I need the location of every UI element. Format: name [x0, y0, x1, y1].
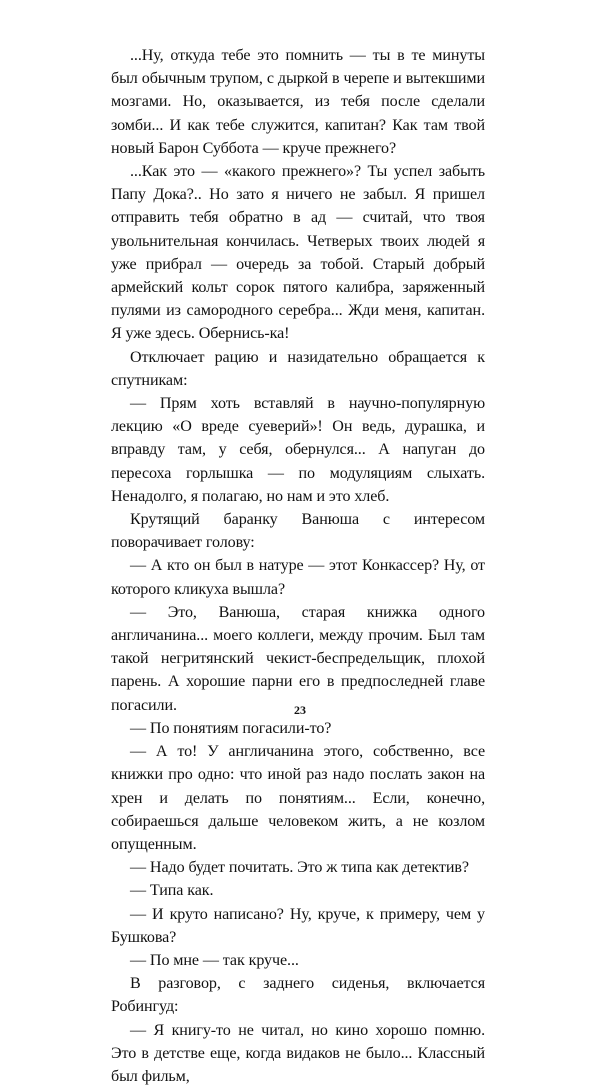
paragraph: — По мне — так круче...	[130, 951, 299, 969]
paragraph: — Прям хоть вставляй в научно-популярную лекцию «О вреде суеверий»! Он ведь, дурашка, и вправду там, у себя, обернулся... А напуган до пересоха горлышка — по модуляциям слыхать. Ненадолго, я полагаю, но нам и это хлеб.	[111, 395, 485, 505]
paragraph: — Типа как.	[130, 882, 214, 900]
paragraph: ...Как это — «какого прежнего»? Ты успел забыть Папу Дока?.. Но зато я ничего не забыл. Я пришел отправить тебя обратно в ад — считай, что твоя увольнительная кончилась. Четверых твоих людей я уже прибрал — очередь за тобой. Старый добрый армейский кольт сорок пятого калибра, заряженный пулями из самородного серебра... Жди меня, капитан. Я уже здесь. Обернись-ка!	[111, 163, 485, 343]
paragraph: — Я книгу-то не читал, но кино хорошо помню. Это в детстве еще, когда видаков не было... Классный был фильм,	[111, 1021, 485, 1085]
paragraph: Отключает рацию и назидательно обращается к спутникам:	[111, 348, 485, 389]
page-number: 23	[294, 703, 306, 717]
paragraph: ...Ну, откуда тебе это помнить — ты в те минуты был обычным трупом, с дыркой в черепе и вытекшими мозгами. Но, оказывается, из тебя после сделали зомби... И как тебе служится, капитан? Как там твой новый Барон Суббота — круче прежнего?	[111, 47, 485, 157]
paragraph: — Это, Ванюша, старая книжка одного англичанина... моего коллеги, между прочим. Был там такой негритянский чекист-беспредельщик, плохой парень. А хорошие парни его в предпоследней главе погасили.	[111, 603, 485, 714]
paragraph: Крутящий баранку Ванюша с интересом поворачивает голову:	[111, 511, 485, 552]
paragraph: — А то! У англичанина этого, собственно, все книжки про одно: что иной раз надо послать закон на хрен и делать по понятиям... Если, конечно, собираешься дальше человеком жить, а не козлом опущенным.	[111, 743, 485, 853]
paragraph: — По понятиям погасили-то?	[130, 719, 332, 737]
paragraph: — А кто он был в натуре — этот Конкассер? Ну, от которого кликуха вышла?	[111, 557, 485, 598]
paragraph: — Надо будет почитать. Это ж типа как детектив?	[130, 859, 469, 877]
paragraph: В разговор, с заднего сиденья, включается Робингуд:	[111, 975, 485, 1016]
paragraph: — И круто написано? Ну, круче, к примеру, чем у Бушкова?	[111, 905, 485, 946]
page-body-text	[111, 44, 485, 1088]
